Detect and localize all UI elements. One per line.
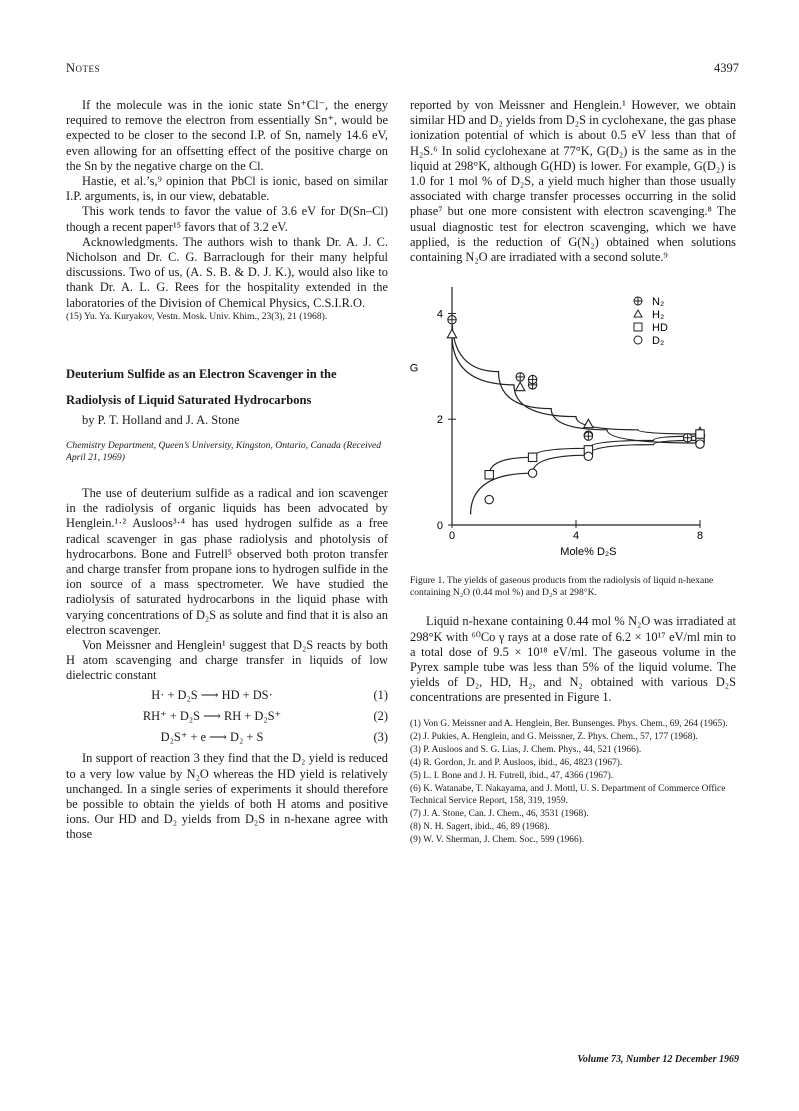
reference-item: (1) Von G. Meissner and A. Henglein, Ber. Bunsenges. Phys. Chem., 69, 264 (1965). [410,718,728,729]
equation-text: H· + D₂S ⟶ HD + DS· [151,687,273,702]
affiliation: Chemistry Department, Queen’s University, Kingston, Ontario, Canada (Received April 21, 1969) [66,440,382,464]
x-axis-label: Mole% D₂S [560,546,617,559]
paragraph: Von Meissner and Henglein¹ suggest that D₂S reacts by both H atom scavenging and charge transfer in liquids of low dielectric constant [66,638,388,683]
legend-marker [634,336,642,344]
reference-item: (9) W. V. Sherman, J. Chem. Soc., 599 (1966). [410,834,585,845]
equation-number: (1) [373,687,388,702]
x-tick-label: 8 [696,530,704,543]
y-tick-label: 4 [436,308,443,321]
footnote-15: (15) Yu. Ya. Kuryakov, Vestn. Mosk. Univ. Khim., 23(3), 21 (1968). [66,310,328,322]
reference-item: (7) J. A. Stone, Can. J. Chem., 46, 3531 (1968). [410,808,589,819]
journal-footer: Volume 73, Number 12 December 1969 [577,1054,739,1065]
figure-caption: Figure 1. The yields of gaseous products from the radiolysis of liquid n-hexane containing N₂O (0.44 mol %) and D₂S at 298°K. [410,575,714,598]
reference-item: (3) P. Ausloos and S. G. Lias, J. Chem. Phys., 44, 521 (1966). [410,744,642,755]
legend-label: N₂ [652,296,665,309]
reference-item: (6) K. Watanabe, T. Nakayama, and J. Mottl, U. S. Department of Commerce Office Technical Service Report, 158, 319, 1959. [410,783,726,806]
equation-number: (2) [373,708,388,723]
d-point [584,452,592,460]
legend-label: H₂ [652,309,665,322]
running-header-left: Notes [66,61,101,75]
x-tick-label: 0 [448,530,456,543]
legend-marker [634,310,642,317]
reference-item: (5) L. I. Bone and J. H. Futrell, ibid., 47, 4366 (1967). [410,770,614,781]
article-title: Deuterium Sulfide as an Electron Scavenger in the Radiolysis of Liquid Saturated Hydrocarbons [66,366,337,407]
x-tick-label: 4 [572,530,580,543]
legend-label: D₂ [652,335,665,348]
paragraph: In support of reaction 3 they find that the D₂ yield is reduced to a very low value by N₂O whereas the HD yield is relatively unchanged. In a single series of experiments it should therefore be possible to obtain the yields of both H atoms and positive ions. Our HD and D₂ yields from D₂S in n-hexane agree with those [66,751,388,842]
reference-item: (4) R. Gordon, Jr. and P. Ausloos, ibid., 46, 4823 (1967). [410,757,623,768]
y-tick-label: 0 [436,520,443,533]
yield-chart [410,275,736,565]
reference-item: (8) N. H. Sagert, ibid., 46, 89 (1968). [410,821,550,832]
paragraph: reported by von Meissner and Henglein.¹ However, we obtain similar HD and D₂ yields from D₂S in cyclohexane, the gas phase ionization potential of which is about 0.5 eV less than that of H₂S.⁶ In solid cyclohexane at 77°K, G(D₂) is the same as in the liquid at 298°K, although G(HD) is lower. For example, G(D₂) is 1.0 for 1 mol % of D₂S, a yield much higher than those usually associated with charge transfer processes occurring in the solid phase⁷ but one more consistent with electron scavenging.⁸ The usual diagnostic test for electron scavenging, which we have applied, is the reduction of G(N₂) obtained when solutions containing N₂O are irradiated with a second solute.⁹ [410,98,736,265]
figure-1 [410,275,736,569]
legend-label: HD [652,322,668,335]
hd-curve [489,436,700,475]
h-point [447,330,456,338]
reference-item: (2) J. Pukies, A. Henglein, and G. Meissner, Z. Phys. Chem., 57, 177 (1968). [410,731,698,742]
equation-1 [66,688,388,703]
acknowledgments: Acknowledgments. The authors wish to thank Dr. A. J. C. Nicholson and Dr. C. G. Barraclough for their many helpful discussions. Two of us, (A. S. B. & D. J. K.), would also like to thank Dr. A. L. G. Rees for the hospitality extended in the laboratories of the Division of Chemical Physics, C.S.I.R.O. [66,234,388,310]
y-axis-label: G [410,362,419,375]
paragraph: Liquid n-hexane containing 0.44 mol % N₂O was irradiated at 298°K with ⁶⁰Co γ rays at a dose rate of 6.2 × 10¹⁷ eV/ml min to a total dose of 9.5 × 10¹⁸ eV/ml. The gaseous volume in the Pyrex sample tube was less than 5% of the liquid volume. The yields of D₂, HD, H₂, and N₂ obtained with various D₂S concentrations are presented in Figure 1. [410,614,736,705]
h-point [516,383,525,391]
hd-point [485,471,493,479]
authors: by P. T. Holland and J. A. Stone [82,412,240,427]
page-number: 4397 [714,61,739,75]
paragraph: Hastie, et al.’s,⁹ opinion that PbCl is ionic, based on similar I.P. arguments, is, in our view, debatable. [66,174,388,204]
paragraph: If the molecule was in the ionic state Sn⁺Cl⁻, the energy required to remove the electron from essentially Sn⁺, would be expected to be closer to the second I.P. of Sn, namely 14.6 eV, even allowing for an offsetting effect of the positive charge on the Sn by the negative charge on the Cl. [66,98,388,173]
left-column [66,98,388,843]
legend-marker [634,323,642,331]
extra-point [696,440,704,448]
y-tick-label: 2 [436,414,443,427]
h-point [584,420,593,428]
equation-number: (3) [373,730,388,745]
equation-3 [66,730,388,745]
equation-text: RH⁺ + D₂S ⟶ RH + D₂S⁺ [142,708,282,723]
hd-point [528,453,536,461]
h2-curve [452,335,700,434]
d-point [528,469,536,477]
equation-text: D₂S⁺ + e ⟶ D₂ + S [160,730,264,745]
paragraph: The use of deuterium sulfide as a radical and ion scavenger in the radiolysis of organic liquids has been advocated by Henglein.¹·² Ausloos³·⁴ has used hydrogen sulfide as a free radical scavenger in gas phase radiolysis and photolysis of hydrocarbons. Bone and Futrell⁵ observed both proton transfer and charge transfer from propane ions to hydrogen sulfide in the ion source of a mass spectrometer. We have studied the radiolysis of saturated hydrocarbons in the liquid phase with varying concentrations of D₂S as solute and find that it is also an electron scavenger. [66,486,388,637]
extra-point [696,430,704,438]
references [410,718,736,846]
equation-2 [66,709,388,724]
right-column [410,98,736,847]
paragraph: This work tends to favor the value of 3.6 eV for D(Sn–Cl) though a recent paper¹⁵ favors that of 3.2 eV. [66,204,388,234]
d-point [485,496,493,504]
